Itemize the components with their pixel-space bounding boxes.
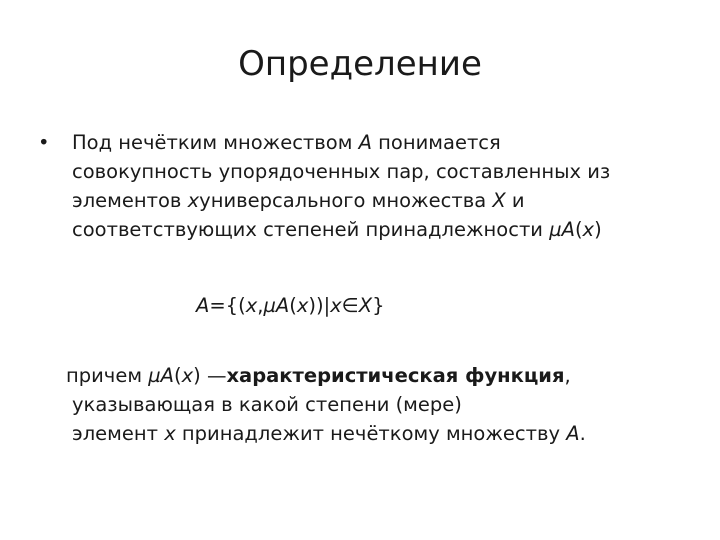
text-run: элемент <box>72 422 165 445</box>
text-run: ( <box>173 364 182 387</box>
italic-var: x <box>187 189 200 212</box>
text-run: , <box>564 364 571 387</box>
bold-term: характеристическая функция <box>226 364 565 387</box>
formula-var: x <box>296 294 309 317</box>
italic-var: X <box>492 189 506 212</box>
formula-text: } <box>372 294 385 317</box>
text-run: ) <box>594 218 602 241</box>
formula-text: ( <box>289 294 297 317</box>
text-run: ) — <box>193 364 227 387</box>
definition-line-4 <box>72 215 702 244</box>
text-run: и <box>505 189 525 212</box>
text-run: соответствующих степеней принадлежности <box>72 218 550 241</box>
italic-var: µA <box>549 218 575 241</box>
text-run: ( <box>574 218 583 241</box>
formula-text: , <box>257 294 264 317</box>
text-run: универсального множества <box>199 189 493 212</box>
definition-line-2 <box>72 157 702 186</box>
definition-line-1 <box>72 128 702 157</box>
italic-var: x <box>164 422 176 445</box>
note-line-3 <box>66 419 706 448</box>
text-run: понимается <box>371 131 501 154</box>
formula-var: µA <box>263 294 290 317</box>
formula-var: x <box>245 294 258 317</box>
note-paragraph <box>66 361 706 448</box>
set-formula <box>196 291 384 320</box>
text-run: причем <box>66 364 149 387</box>
italic-var: x <box>582 218 595 241</box>
note-line-1 <box>66 361 706 390</box>
text-run: Под нечётким множеством <box>72 131 359 154</box>
formula-text: ))| <box>308 294 331 317</box>
text-run: совокупность упорядоченных пар, составленных из <box>72 160 611 183</box>
text-run: принадлежит нечёткому множеству <box>175 422 567 445</box>
text-run: . <box>579 422 586 445</box>
note-line-2: указывающая в какой степени (мере) <box>72 393 462 416</box>
formula-var: A <box>196 294 210 317</box>
element-of-symbol: ∈ <box>341 294 359 317</box>
definition-line-3 <box>72 186 702 215</box>
italic-var: x <box>181 364 194 387</box>
text-run: элементов <box>72 189 188 212</box>
italic-var: A <box>566 422 580 445</box>
formula-var: x <box>330 294 342 317</box>
slide-title: Определение <box>238 44 482 84</box>
definition-text <box>72 128 702 244</box>
formula-var: X <box>358 294 373 317</box>
italic-var: µA <box>148 364 174 387</box>
italic-var: A <box>358 131 372 154</box>
formula-text: ={( <box>209 294 246 317</box>
bullet-icon: • <box>38 131 50 154</box>
